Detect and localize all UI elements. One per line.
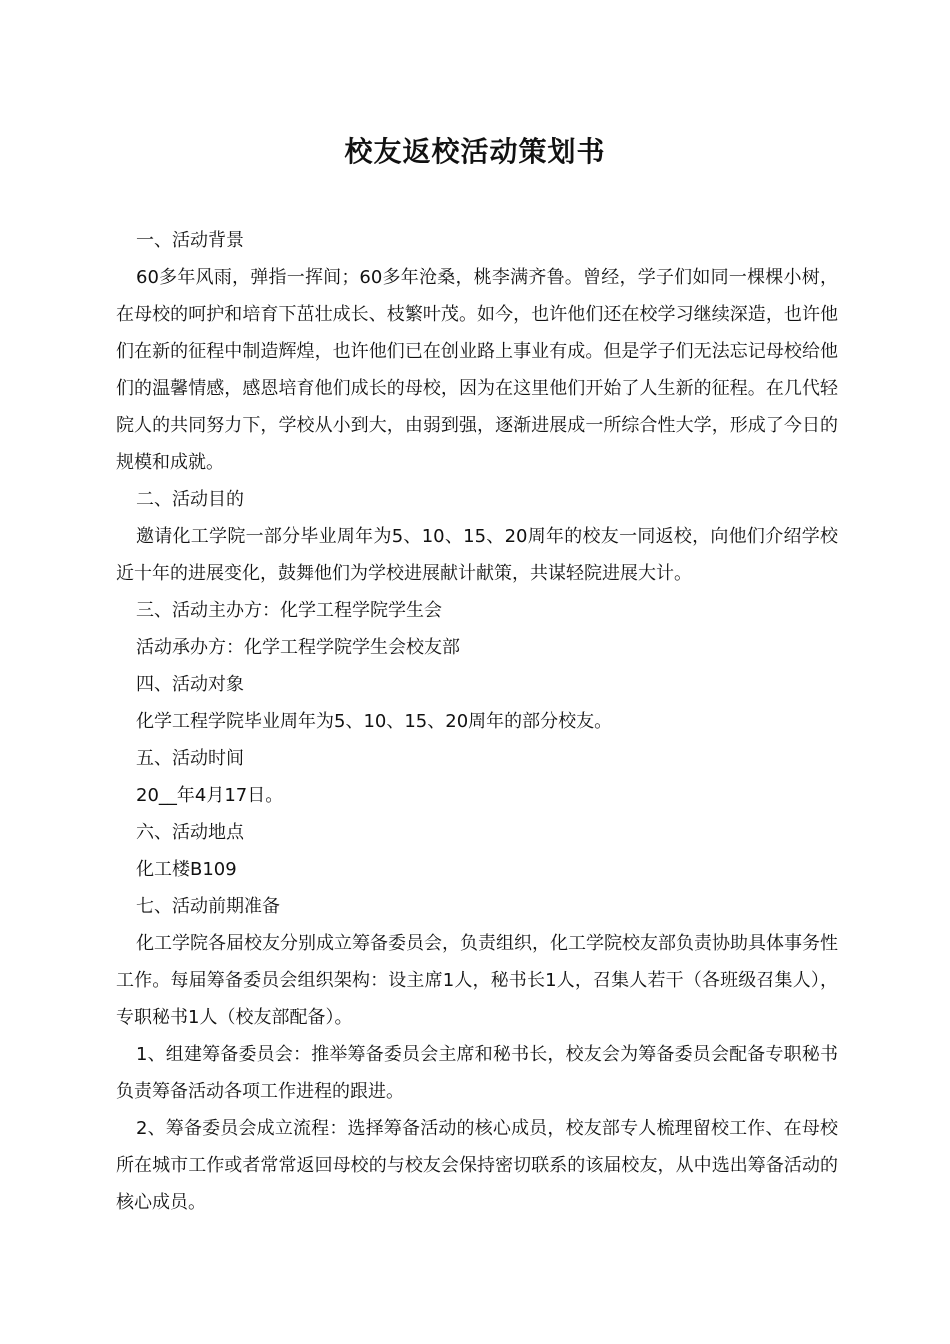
section-heading-background: 一、活动背景 (136, 230, 244, 251)
paragraph-preparation-step-2: 2、筹备委员会成立流程：选择筹备活动的核心成员，校友部专人梳理留校工作、在母校所在城市工作或者常常返回母校的与校友会保持密切联系的该届校友，从中选出筹备活动的核心成员。 (116, 1118, 838, 1213)
section-heading-location: 六、活动地点 (136, 822, 244, 843)
section-heading-time: 五、活动时间 (136, 748, 244, 769)
paragraph-time: 20__年4月17日。 (136, 785, 284, 806)
paragraph-location: 化工楼B109 (136, 859, 237, 880)
paragraph-co-organizer: 活动承办方：化学工程学院学生会校友部 (136, 637, 460, 658)
paragraph-preparation-step-1: 1、组建筹备委员会：推举筹备委员会主席和秘书长，校友会为筹备委员会配备专职秘书负责筹备活动各项工作进程的跟进。 (116, 1044, 838, 1102)
section-heading-preparation: 七、活动前期准备 (136, 896, 280, 917)
paragraph-purpose: 邀请化工学院一部分毕业周年为5、10、15、20周年的校友一同返校，向他们介绍学校近十年的进展变化，鼓舞他们为学校进展献计献策，共谋轻院进展大计。 (116, 526, 838, 584)
section-heading-organizer: 三、活动主办方：化学工程学院学生会 (136, 600, 442, 621)
document-body (116, 222, 838, 1221)
paragraph-audience: 化学工程学院毕业周年为5、10、15、20周年的部分校友。 (136, 711, 613, 732)
paragraph-preparation: 化工学院各届校友分别成立筹备委员会，负责组织，化工学院校友部负责协助具体事务性工作。每届筹备委员会组织架构：设主席1人，秘书长1人，召集人若干（各班级召集人），专职秘书1人（校友部配备）。 (116, 933, 838, 1028)
section-heading-audience: 四、活动对象 (136, 674, 244, 695)
paragraph-background: 60多年风雨，弹指一挥间；60多年沧桑，桃李满齐鲁。曾经，学子们如同一棵棵小树，在母校的呵护和培育下茁壮成长、枝繁叶茂。如今，也许他们还在校学习继续深造，也许他们在新的征程中制造辉煌，也许他们已在创业路上事业有成。但是学子们无法忘记母校给他们的温馨情感，感恩培育他们成长的母校，因为在这里他们开始了人生新的征程。在几代轻院人的共同努力下，学校从小到大，由弱到强，逐渐进展成一所综合性大学，形成了今日的规模和成就。 (116, 267, 838, 473)
section-heading-purpose: 二、活动目的 (136, 489, 244, 510)
document-title: 校友返校活动策划书 (344, 135, 606, 168)
